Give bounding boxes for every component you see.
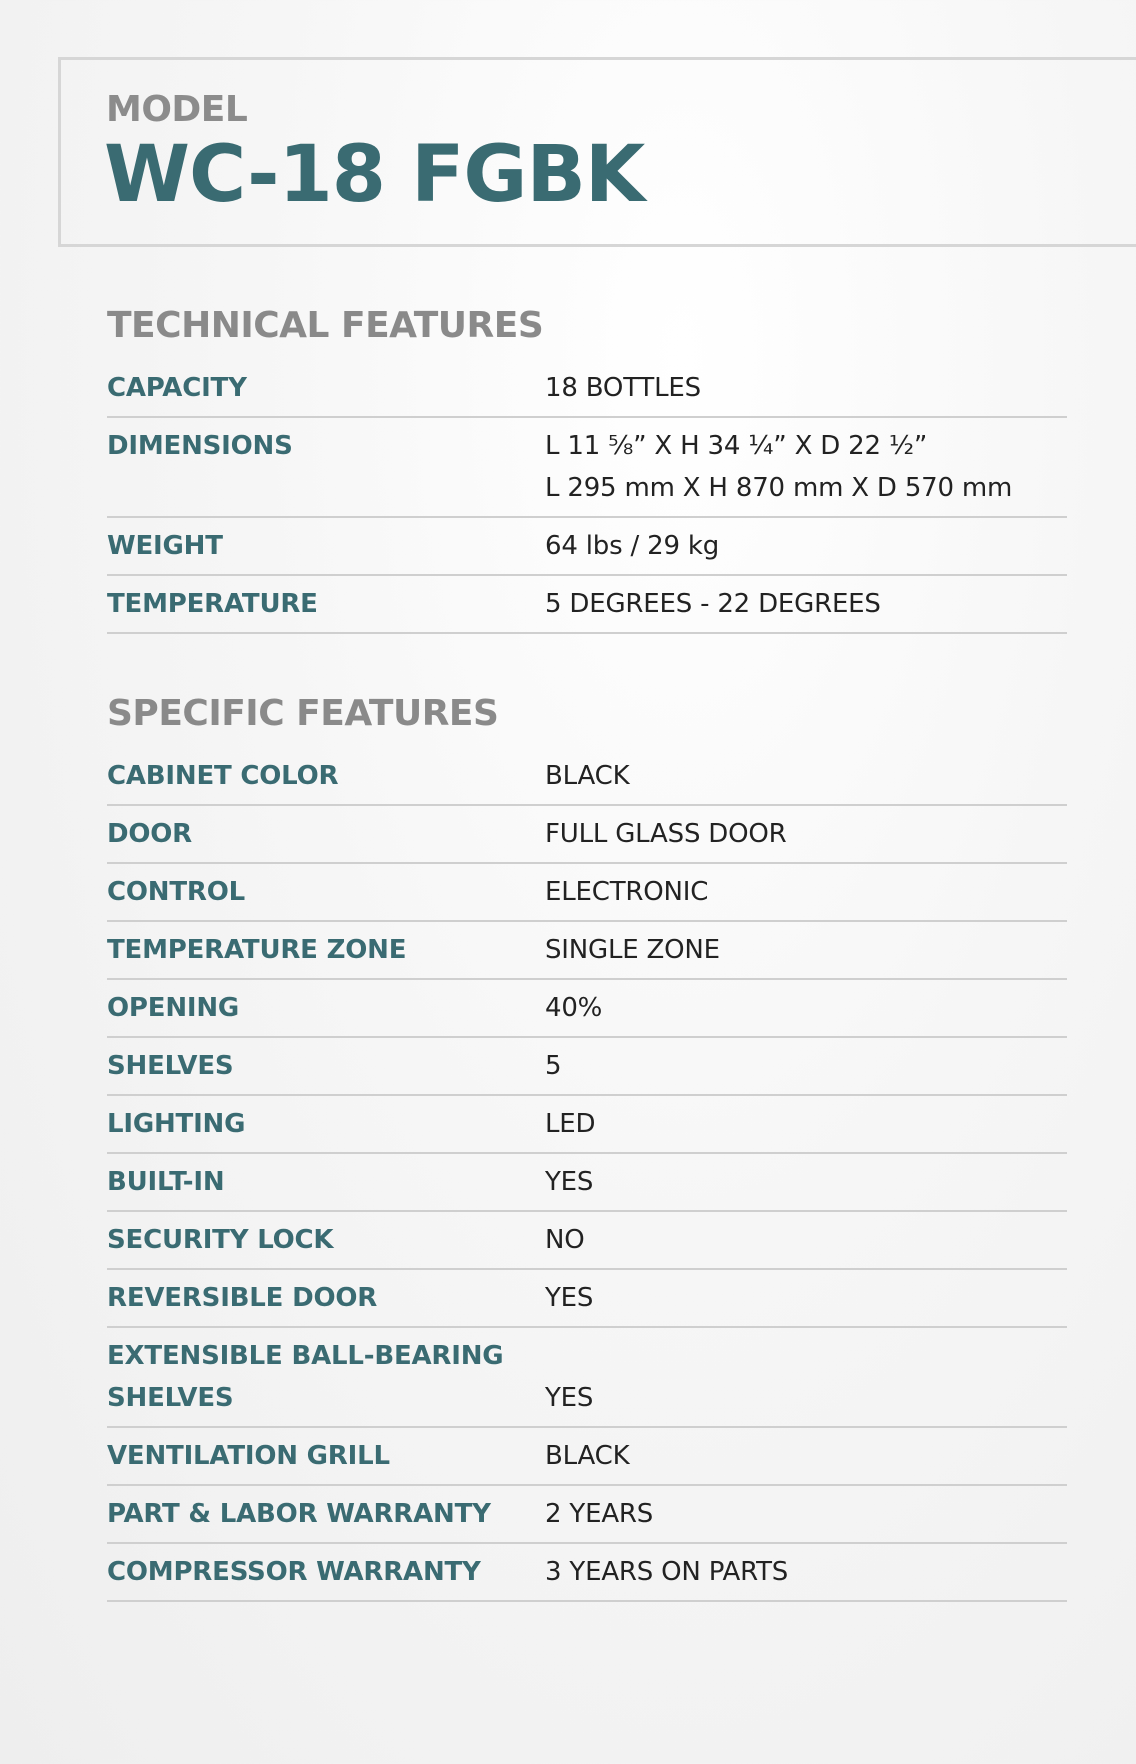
spec-value: 64 lbs / 29 kg xyxy=(545,531,720,561)
spec-label: SECURITY LOCK xyxy=(107,1225,334,1255)
spec-label: COMPRESSOR WARRANTY xyxy=(107,1557,481,1587)
spec-value: ELECTRONIC xyxy=(545,877,709,907)
spec-label: BUILT-IN xyxy=(107,1167,225,1197)
spec-row-door xyxy=(107,806,1067,864)
spec-label: DIMENSIONS xyxy=(107,431,293,461)
spec-label: CAPACITY xyxy=(107,373,247,403)
spec-row-opening xyxy=(107,980,1067,1038)
spec-row-reversible-door xyxy=(107,1270,1067,1328)
spec-row-extensible-shelves xyxy=(107,1328,1067,1428)
spec-row-ventilation-grill xyxy=(107,1428,1067,1486)
technical-features-heading: TECHNICAL FEATURES xyxy=(107,305,544,346)
spec-row-dimensions xyxy=(107,418,1067,518)
spec-value: NO xyxy=(545,1225,585,1255)
spec-row-built-in xyxy=(107,1154,1067,1212)
spec-value: L 11 ⅝” X H 34 ¼” X D 22 ½” L 295 mm X H 870 mm X D 570 mm xyxy=(545,431,1013,503)
spec-value: FULL GLASS DOOR xyxy=(545,819,787,849)
spec-row-security-lock xyxy=(107,1212,1067,1270)
spec-row-lighting xyxy=(107,1096,1067,1154)
specific-features-heading: SPECIFIC FEATURES xyxy=(107,693,499,734)
spec-label: LIGHTING xyxy=(107,1109,246,1139)
spec-row-temperature-zone xyxy=(107,922,1067,980)
model-name: WC-18 FGBK xyxy=(104,130,645,220)
spec-value: LED xyxy=(545,1109,596,1139)
spec-label: CABINET COLOR xyxy=(107,761,339,791)
model-label: MODEL xyxy=(106,89,248,130)
spec-label: SHELVES xyxy=(107,1051,234,1081)
spec-label: REVERSIBLE DOOR xyxy=(107,1283,378,1313)
spec-label: OPENING xyxy=(107,993,240,1023)
spec-label: EXTENSIBLE BALL-BEARING SHELVES xyxy=(107,1341,504,1413)
spec-value: 3 YEARS ON PARTS xyxy=(545,1557,789,1587)
spec-row-control xyxy=(107,864,1067,922)
spec-value: YES xyxy=(545,1283,594,1313)
spec-value: BLACK xyxy=(545,1441,630,1471)
spec-value: 40% xyxy=(545,993,603,1023)
spec-value: SINGLE ZONE xyxy=(545,935,720,965)
spec-row-cabinet-color xyxy=(107,748,1067,806)
spec-label: TEMPERATURE ZONE xyxy=(107,935,407,965)
spec-label: VENTILATION GRILL xyxy=(107,1441,390,1471)
spec-value: 2 YEARS xyxy=(545,1499,654,1529)
spec-label: DOOR xyxy=(107,819,193,849)
spec-value: 5 DEGREES - 22 DEGREES xyxy=(545,589,881,619)
spec-label: PART & LABOR WARRANTY xyxy=(107,1499,491,1529)
spec-value: 5 xyxy=(545,1051,562,1081)
specific-features-table xyxy=(107,748,1067,1602)
spec-label: CONTROL xyxy=(107,877,245,907)
spec-label: TEMPERATURE xyxy=(107,589,318,619)
spec-row-capacity xyxy=(107,360,1067,418)
spec-row-shelves xyxy=(107,1038,1067,1096)
spec-value: 18 BOTTLES xyxy=(545,373,701,403)
spec-value: YES xyxy=(545,1167,594,1197)
technical-features-table xyxy=(107,360,1067,634)
spec-row-weight xyxy=(107,518,1067,576)
spec-label: WEIGHT xyxy=(107,531,223,561)
spec-value: YES xyxy=(545,1383,594,1413)
spec-value: BLACK xyxy=(545,761,630,791)
spec-row-compressor-warranty xyxy=(107,1544,1067,1602)
spec-row-temperature xyxy=(107,576,1067,634)
spec-row-part-labor-warranty xyxy=(107,1486,1067,1544)
